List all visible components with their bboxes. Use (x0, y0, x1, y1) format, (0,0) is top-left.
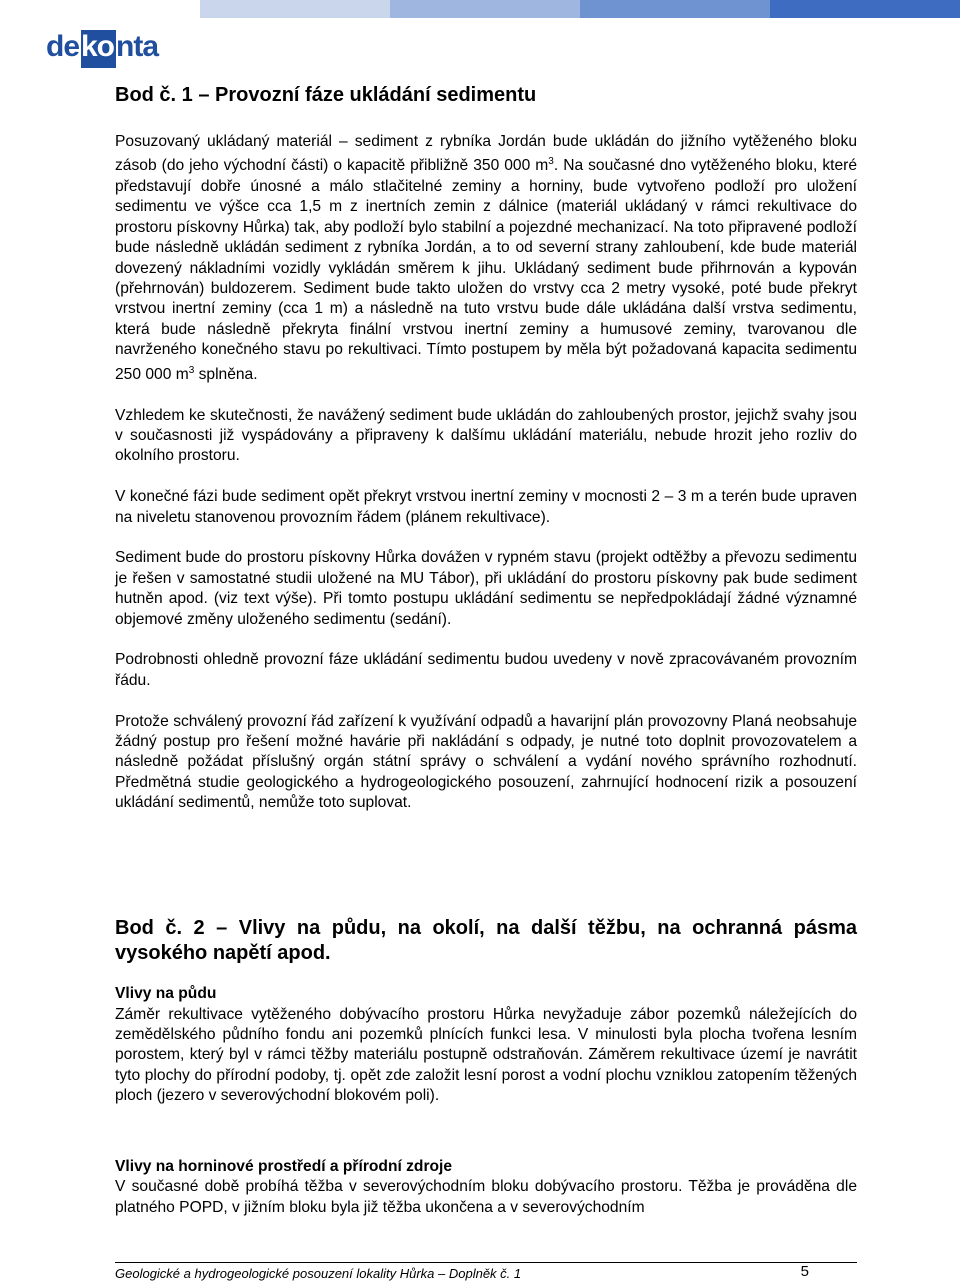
logo-text-part: ko (81, 30, 115, 63)
section-1-paragraph: Sediment bude do prostoru pískovny Hůrka dovážen v rypném stavu (projekt odtěžby a převozu sedimentu je řešen v samostatné studii uložené na MU Tábor), při ukládání do prostoru pískovny pak bude sediment hutněn apod. (viz text výše). Při tomto postupu ukládání sedimentu se nepředpokládají žádné významné objemové změny uloženého sedimentu (sedání). (115, 549, 857, 628)
spacer (115, 834, 857, 916)
section-1-paragraph: Vzhledem ke skutečnosti, že navážený sediment bude ukládán do zahloubených prostor, jejichž svahy jsou v současnosti již vyspádovány a připraveny k dalšímu ukládání materiálu, nebude hrozit jeho rozliv do okolního prostoru. (115, 406, 857, 465)
section-2-heading: Bod č. 2 – Vlivy na půdu, na okolí, na další těžbu, na ochranná pásma vysokého napětí apod. (115, 917, 857, 965)
logo-text-part: nta (116, 30, 158, 63)
section-1-paragraph (115, 132, 857, 385)
section-2-paragraph: Záměr rekultivace vytěženého dobývacího prostoru Hůrka nevyžaduje zábor pozemků náležejících do zemědělského půdního fondu ani pozemků plnících funkci lesa. V minulosti byla plocha tvořena lesním porostem, který byl v rámci těžby materiálu postupně odstraňován. Záměrem rekultivace území je navrátit tyto plochy do přírodní podoby, tj. opět zde založit lesní porost a vodní plochu vzniklou zatopením těžených ploch (jezero v severovýchodní blokovém poli). (115, 1005, 857, 1105)
logo-text-part: de (46, 30, 80, 63)
superscript: 3 (188, 364, 195, 376)
superscript: 3 (548, 156, 554, 168)
header-bar-segment (580, 0, 770, 18)
header-bar-segment (770, 0, 960, 18)
text-run: splněna. (194, 365, 258, 383)
section-1-paragraph: V konečné fázi bude sediment opět překryt vrstvou inertní zeminy v mocnosti 2 – 3 m a terén bude upraven na niveletu stanovenou provozním řádem (plánem rekultivace). (115, 488, 857, 526)
header-bar-segment (390, 0, 580, 18)
section-1-paragraph: Protože schválený provozní řád zařízení k využívání odpadů a havarijní plán provozovny Planá neobsahuje žádný postup pro řešení možné havárie při nakládání s odpady, je nutné toto doplnit provozovatelem a následně požádat příslušný orgán státní správy o schválení a vydání nového správního rozhodnutí. Předmětná studie geologického a hydrogeologického posouzení, zahrnující hodnocení rizik a posouzení ukládání sedimentů, nemůže toto suplovat. (115, 712, 857, 812)
page-number: 5 (800, 1263, 809, 1280)
section-1-heading: Bod č. 1 – Provozní fáze ukládání sedimentu (115, 84, 537, 106)
text-run: Posuzovaný ukládaný materiál – sediment z rybníka Jordán bude ukládán do jižního vytěženého bloku zásob (do jeho východní části) o kapacitě přibližně 350 000 m (115, 133, 857, 175)
footer-text: Geologické a hydrogeologické posouzení lokality Hůrka – Doplněk č. 1 (115, 1266, 522, 1281)
subheading: Vlivy na horninové prostředí a přírodní zdroje (115, 1157, 453, 1175)
document-body (115, 82, 857, 1218)
header-bar-segment (0, 0, 200, 18)
header-color-bar (0, 0, 960, 18)
section-1-paragraph: Podrobnosti ohledně provozní fáze ukládání sedimentu budou uvedeny v nově zpracovávaném provozním řádu. (115, 651, 857, 689)
spacer (115, 1127, 857, 1157)
section-2-paragraph: V současné době probíhá těžba v severovýchodním bloku dobývacího prostoru. Těžba je prováděna dle platného POPD, v jižním bloku byla již těžba ukončena a v severovýchodním (115, 1178, 857, 1216)
page-footer (115, 1262, 857, 1283)
text-run: . Na současné dno vytěženého bloku, které představují dobře únosné a málo stlačitelné zeminy a horniny, bude vytvořeno podloží pro uložení sedimentu ve výšce cca 1,5 m z inertních zemin z dálnice (materiál ukládaný v rámci rekultivace do prostoru pískovny Hůrka) tak, aby podloží bylo stabilní a pojezdné mechanizací. Na toto připravené podloží bude následně ukládán sediment z rybníka Jordán, a to od severní strany zahloubení, kde bude materiál dovezený nákladními vozidly vykládán směrem k jihu. Ukládaný sediment bude přihrnován a kypován (přehrnován) buldozerem. Sediment bude takto uložen do vrstvy cca 2 metry vysoké, poté bude překryt vrstvou inertní zeminy (cca 1 m) a následně na tuto vrstvu bude dále ukládána další vrstva sedimentu, která bude následně překryta finální vrstvou inertní zeminy a humusové zeminy, tvarovanou dle navrženého konečného stavu po rekultivaci. Tímto postupem by měla být požadovaná kapacita sedimentu 250 000 m (115, 157, 857, 383)
subheading: Vlivy na půdu (115, 985, 217, 1003)
header-bar-segment (200, 0, 390, 18)
